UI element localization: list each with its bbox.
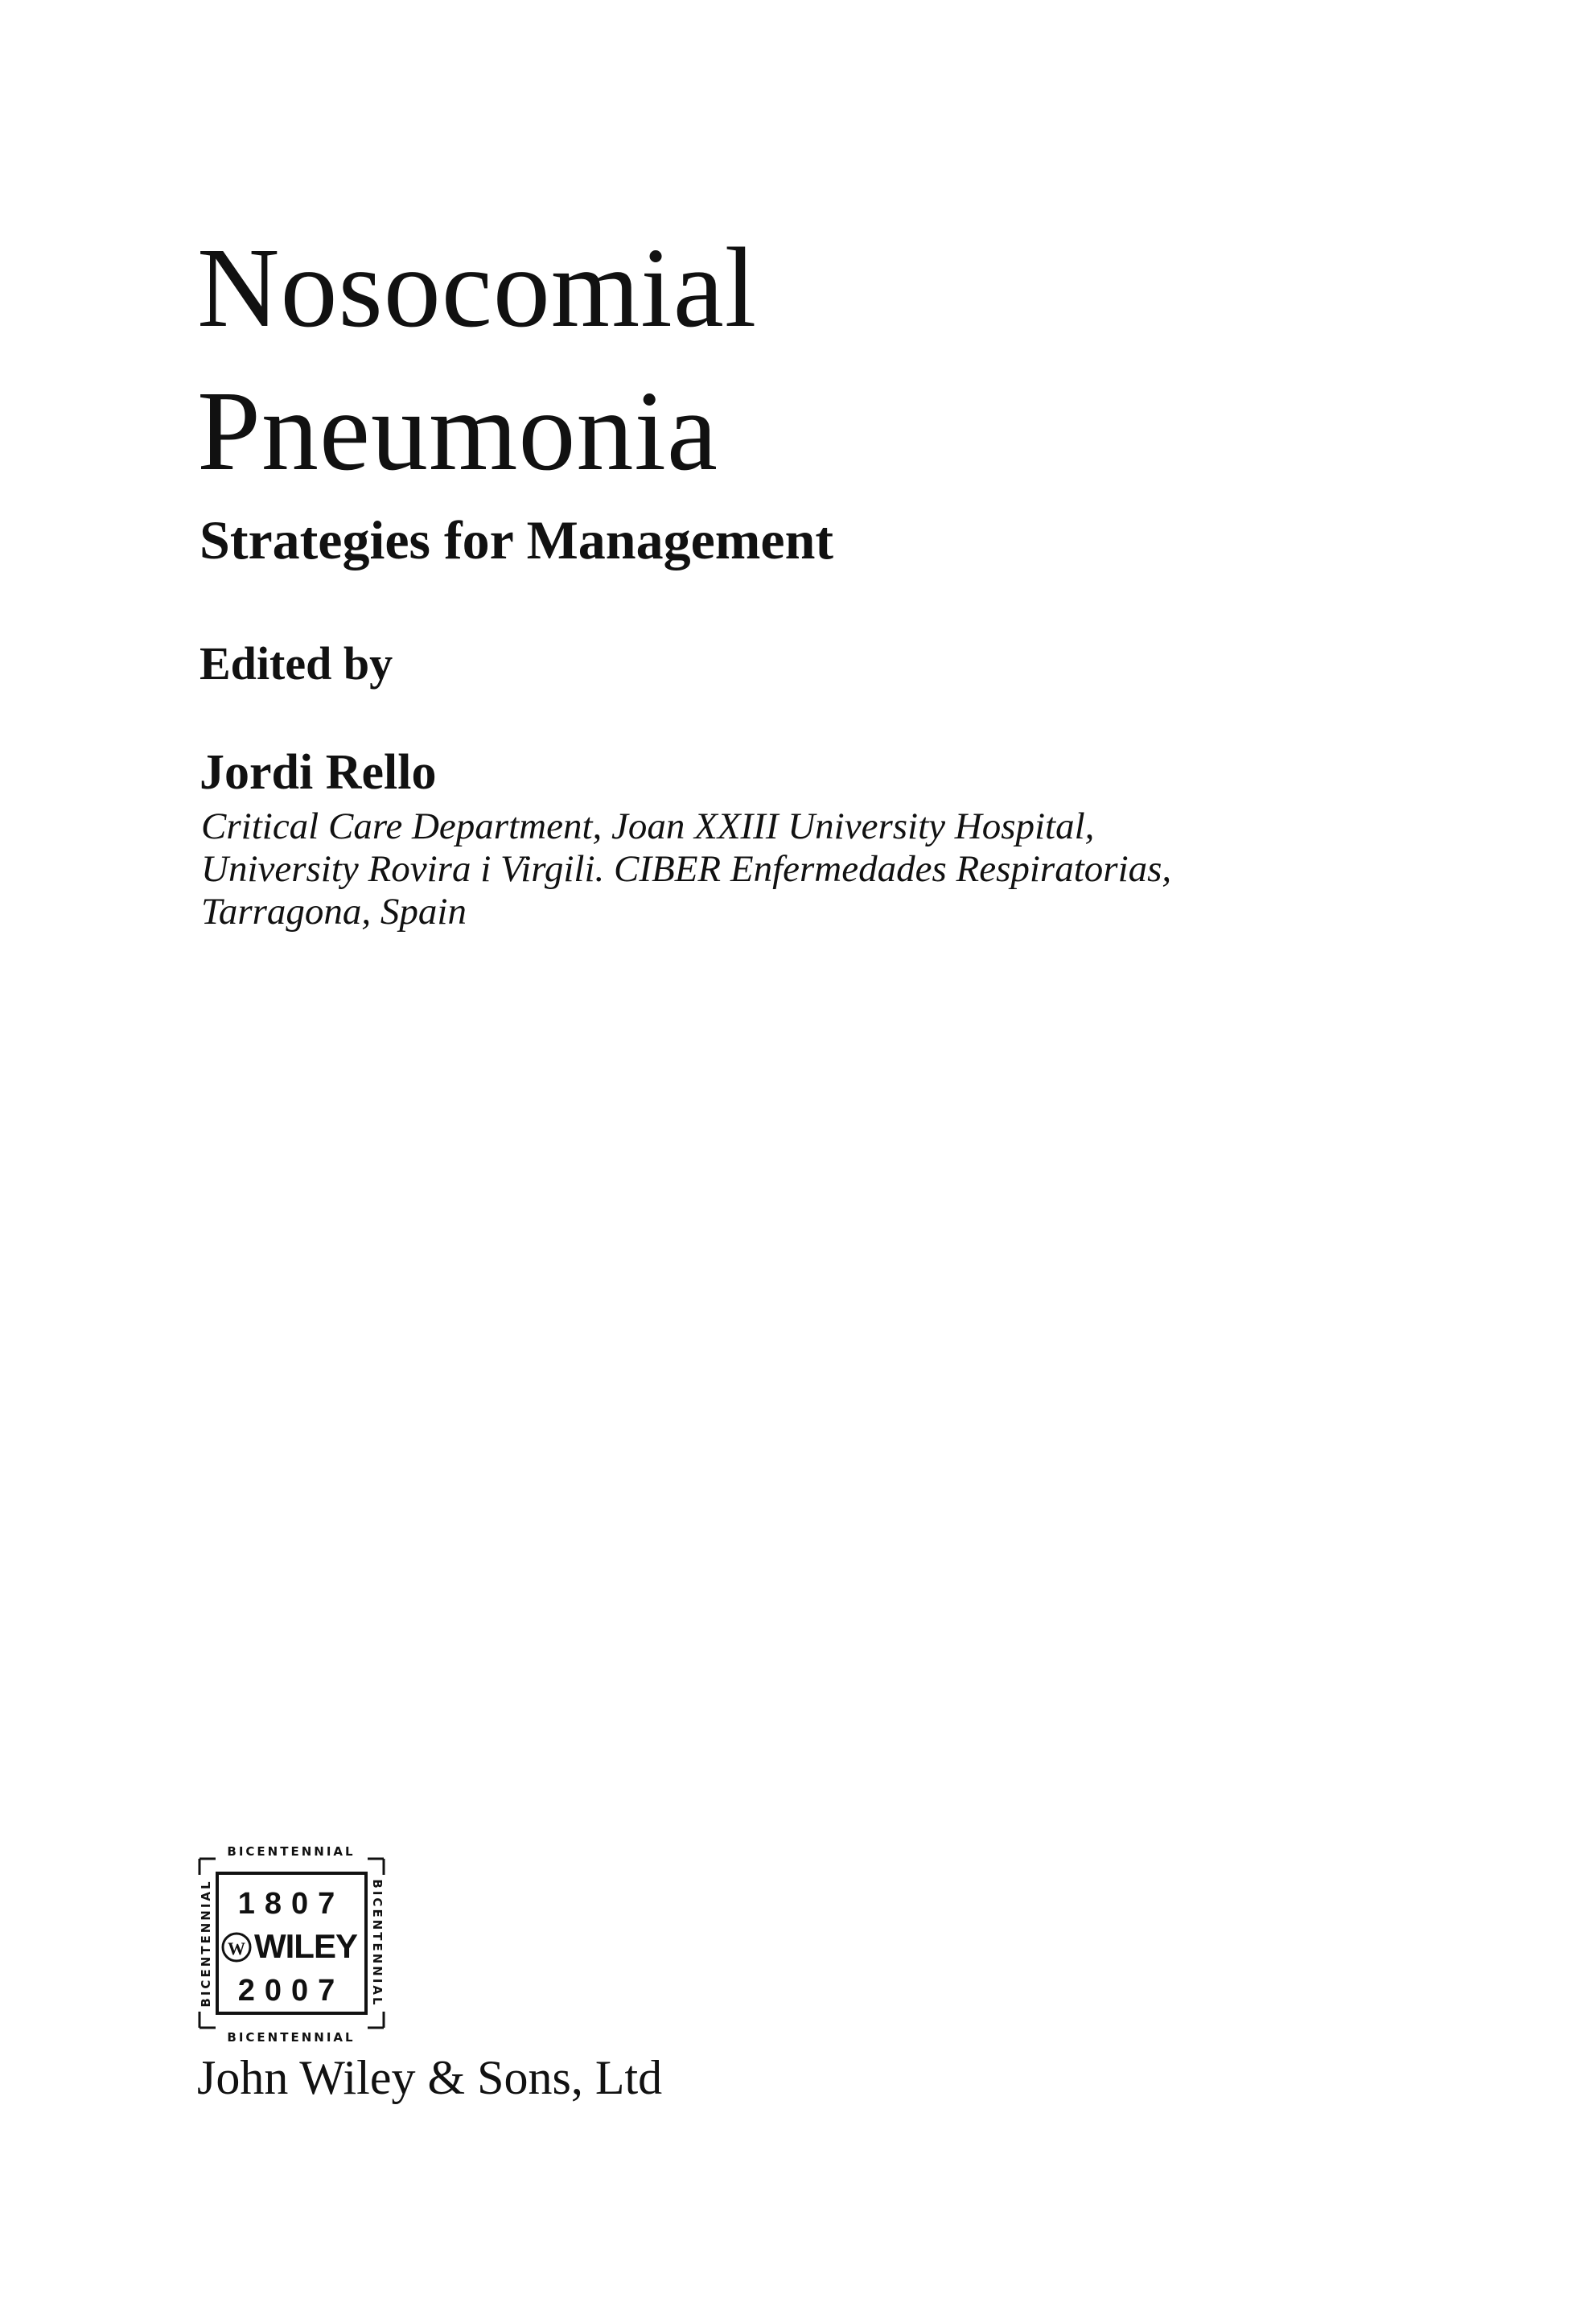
edited-by-label: Edited by (200, 637, 393, 690)
editor-name: Jordi Rello (200, 745, 437, 800)
book-title-line-2: Pneumonia (197, 367, 718, 494)
editor-affiliation-line-3: Tarragona, Spain (201, 891, 467, 933)
svg-text:BICENTENNIAL: BICENTENNIAL (199, 1879, 213, 2008)
svg-text:2007: 2007 (237, 1974, 345, 2008)
svg-text:1807: 1807 (237, 1887, 345, 1921)
svg-text:WILEY: WILEY (254, 1927, 357, 1965)
svg-text:W: W (228, 1938, 245, 1959)
editor-affiliation-line-1: Critical Care Department, Joan XXIII University Hospital, (201, 805, 1095, 847)
book-subtitle: Strategies for Management (200, 509, 834, 570)
svg-text:BICENTENNIAL: BICENTENNIAL (370, 1879, 385, 2008)
wiley-bicentennial-logo (193, 1843, 390, 2044)
svg-text:BICENTENNIAL: BICENTENNIAL (227, 2030, 356, 2044)
book-title-line-1: Nosocomial (197, 224, 758, 351)
publisher-name: John Wiley & Sons, Ltd (197, 2051, 663, 2104)
editor-affiliation-line-2: University Rovira i Virgili. CIBER Enfermedades Respiratorias, (201, 848, 1172, 890)
svg-text:BICENTENNIAL: BICENTENNIAL (227, 1844, 356, 1859)
bicentennial-seal-icon (193, 1843, 390, 2044)
